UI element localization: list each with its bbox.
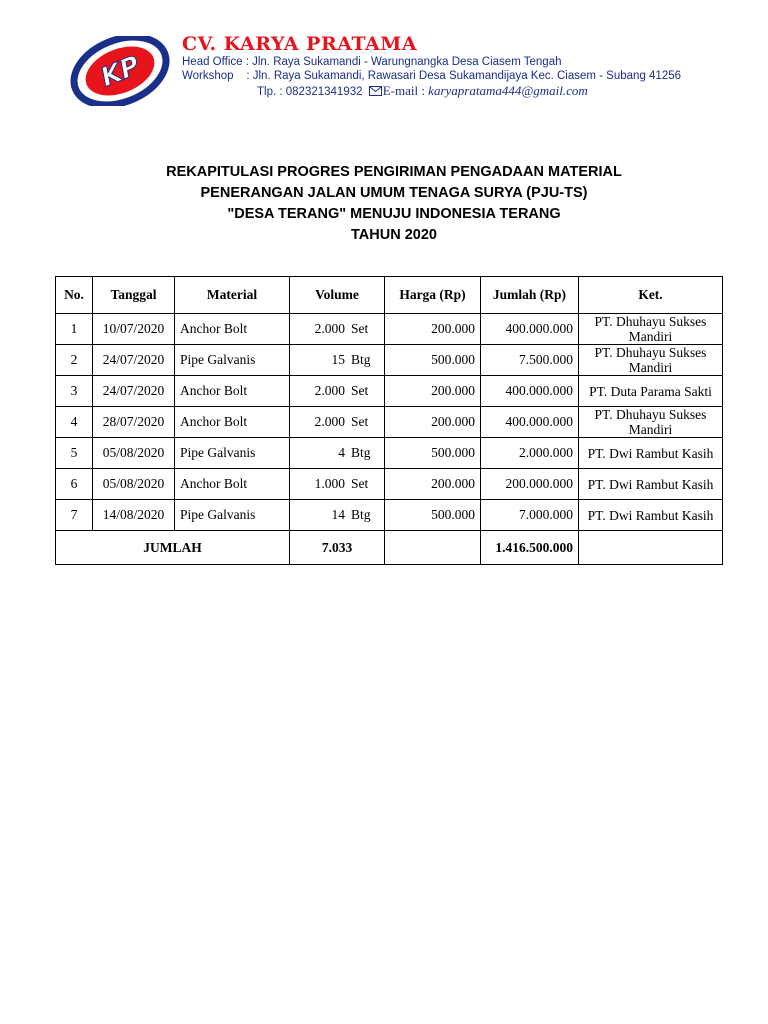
- cell-volume: [290, 376, 385, 407]
- volume-value: 14: [331, 507, 345, 522]
- cell-tanggal: 24/07/2020: [93, 345, 175, 376]
- title-line-3: "DESA TERANG" MENUJU INDONESIA TERANG: [227, 206, 561, 222]
- cell-ket: PT. Duta Parama Sakti: [579, 376, 723, 407]
- volume-unit: Set: [351, 321, 369, 336]
- cell-volume: [290, 500, 385, 531]
- table-row: [56, 314, 723, 345]
- cell-ket: PT. Dwi Rambut Kasih: [579, 469, 723, 500]
- header-material: Material: [175, 277, 290, 314]
- header-jumlah: Jumlah (Rp): [481, 277, 579, 314]
- recap-table: [55, 276, 723, 565]
- head-office-address: Head Office : Jln. Raya Sukamandi - Warungnangka Desa Ciasem Tengah: [182, 56, 562, 68]
- header-volume: Volume: [290, 277, 385, 314]
- company-name: CV. KARYA PRATAMA: [182, 33, 418, 55]
- volume-unit: Set: [351, 476, 369, 491]
- table-row: [56, 500, 723, 531]
- cell-jumlah: 7.500.000: [481, 345, 579, 376]
- cell-material: Pipe Galvanis: [175, 500, 290, 531]
- volume-value: 2.000: [314, 383, 345, 398]
- cell-jumlah: 400.000.000: [481, 376, 579, 407]
- volume-unit: Set: [351, 383, 369, 398]
- cell-material: Anchor Bolt: [175, 407, 290, 438]
- cell-no: 3: [56, 376, 93, 407]
- table-row: [56, 469, 723, 500]
- header-no: No.: [56, 277, 93, 314]
- cell-tanggal: 14/08/2020: [93, 500, 175, 531]
- cell-jumlah: 400.000.000: [481, 407, 579, 438]
- cell-no: 2: [56, 345, 93, 376]
- cell-harga: 500.000: [385, 500, 481, 531]
- logo-text: KP: [96, 50, 145, 94]
- cell-tanggal: 10/07/2020: [93, 314, 175, 345]
- volume-value: 2.000: [314, 321, 345, 336]
- letterhead: [0, 0, 768, 110]
- cell-tanggal: 05/08/2020: [93, 438, 175, 469]
- cell-jumlah: 200.000.000: [481, 469, 579, 500]
- cell-no: 6: [56, 469, 93, 500]
- cell-material: Anchor Bolt: [175, 469, 290, 500]
- volume-unit: Btg: [351, 445, 371, 460]
- contact-line: [257, 83, 588, 99]
- cell-jumlah: 7.000.000: [481, 500, 579, 531]
- workshop-address: Workshop : Jln. Raya Sukamandi, Rawasari Desa Sukamandijaya Kec. Ciasem - Subang 41256: [182, 70, 682, 82]
- title-line-4: TAHUN 2020: [351, 227, 437, 243]
- cell-jumlah: 400.000.000: [481, 314, 579, 345]
- cell-harga: 500.000: [385, 438, 481, 469]
- cell-volume: [290, 345, 385, 376]
- volume-value: 15: [331, 352, 345, 367]
- total-volume: 7.033: [290, 531, 385, 565]
- cell-volume: [290, 438, 385, 469]
- cell-no: 7: [56, 500, 93, 531]
- total-jumlah: 1.416.500.000: [481, 531, 579, 565]
- cell-harga: 200.000: [385, 469, 481, 500]
- phone-number: Tlp. : 082321341932: [257, 86, 363, 98]
- header-harga: Harga (Rp): [385, 277, 481, 314]
- cell-jumlah: 2.000.000: [481, 438, 579, 469]
- cell-tanggal: 24/07/2020: [93, 376, 175, 407]
- cell-harga: 200.000: [385, 407, 481, 438]
- cell-material: Anchor Bolt: [175, 314, 290, 345]
- cell-no: 1: [56, 314, 93, 345]
- cell-volume: [290, 469, 385, 500]
- email-label: E-mail :: [382, 83, 425, 98]
- table-row: [56, 345, 723, 376]
- cell-ket: PT. Dhuhayu Sukses Mandiri: [579, 314, 723, 345]
- volume-value: 1.000: [314, 476, 345, 491]
- cell-ket: PT. Dhuhayu Sukses Mandiri: [579, 345, 723, 376]
- title-line-2: PENERANGAN JALAN UMUM TENAGA SURYA (PJU-TS): [200, 185, 588, 201]
- cell-ket: PT. Dwi Rambut Kasih: [579, 500, 723, 531]
- header-ket: Ket.: [579, 277, 723, 314]
- email-address: karyapratama444@gmail.com: [428, 83, 588, 98]
- cell-no: 4: [56, 407, 93, 438]
- cell-ket: PT. Dhuhayu Sukses Mandiri: [579, 407, 723, 438]
- volume-unit: Btg: [351, 507, 371, 522]
- cell-harga: 200.000: [385, 376, 481, 407]
- table-total-row: [56, 531, 723, 565]
- volume-value: 2.000: [314, 414, 345, 429]
- title-line-1: REKAPITULASI PROGRES PENGIRIMAN PENGADAAN MATERIAL: [166, 164, 622, 180]
- volume-unit: Btg: [351, 352, 371, 367]
- cell-ket: PT. Dwi Rambut Kasih: [579, 438, 723, 469]
- table-header-row: [56, 277, 723, 314]
- cell-tanggal: 28/07/2020: [93, 407, 175, 438]
- volume-unit: Set: [351, 414, 369, 429]
- cell-no: 5: [56, 438, 93, 469]
- envelope-icon: [369, 86, 382, 96]
- document-title: [0, 162, 768, 246]
- table-row: [56, 407, 723, 438]
- cell-material: Pipe Galvanis: [175, 345, 290, 376]
- cell-harga: 200.000: [385, 314, 481, 345]
- total-ket-empty: [579, 531, 723, 565]
- cell-material: Pipe Galvanis: [175, 438, 290, 469]
- cell-harga: 500.000: [385, 345, 481, 376]
- cell-material: Anchor Bolt: [175, 376, 290, 407]
- cell-volume: [290, 314, 385, 345]
- table-row: [56, 376, 723, 407]
- cell-tanggal: 05/08/2020: [93, 469, 175, 500]
- cell-volume: [290, 407, 385, 438]
- table-row: [56, 438, 723, 469]
- company-logo-icon: [68, 36, 172, 106]
- volume-value: 4: [338, 445, 345, 460]
- total-label: JUMLAH: [56, 531, 290, 565]
- total-harga-empty: [385, 531, 481, 565]
- header-tanggal: Tanggal: [93, 277, 175, 314]
